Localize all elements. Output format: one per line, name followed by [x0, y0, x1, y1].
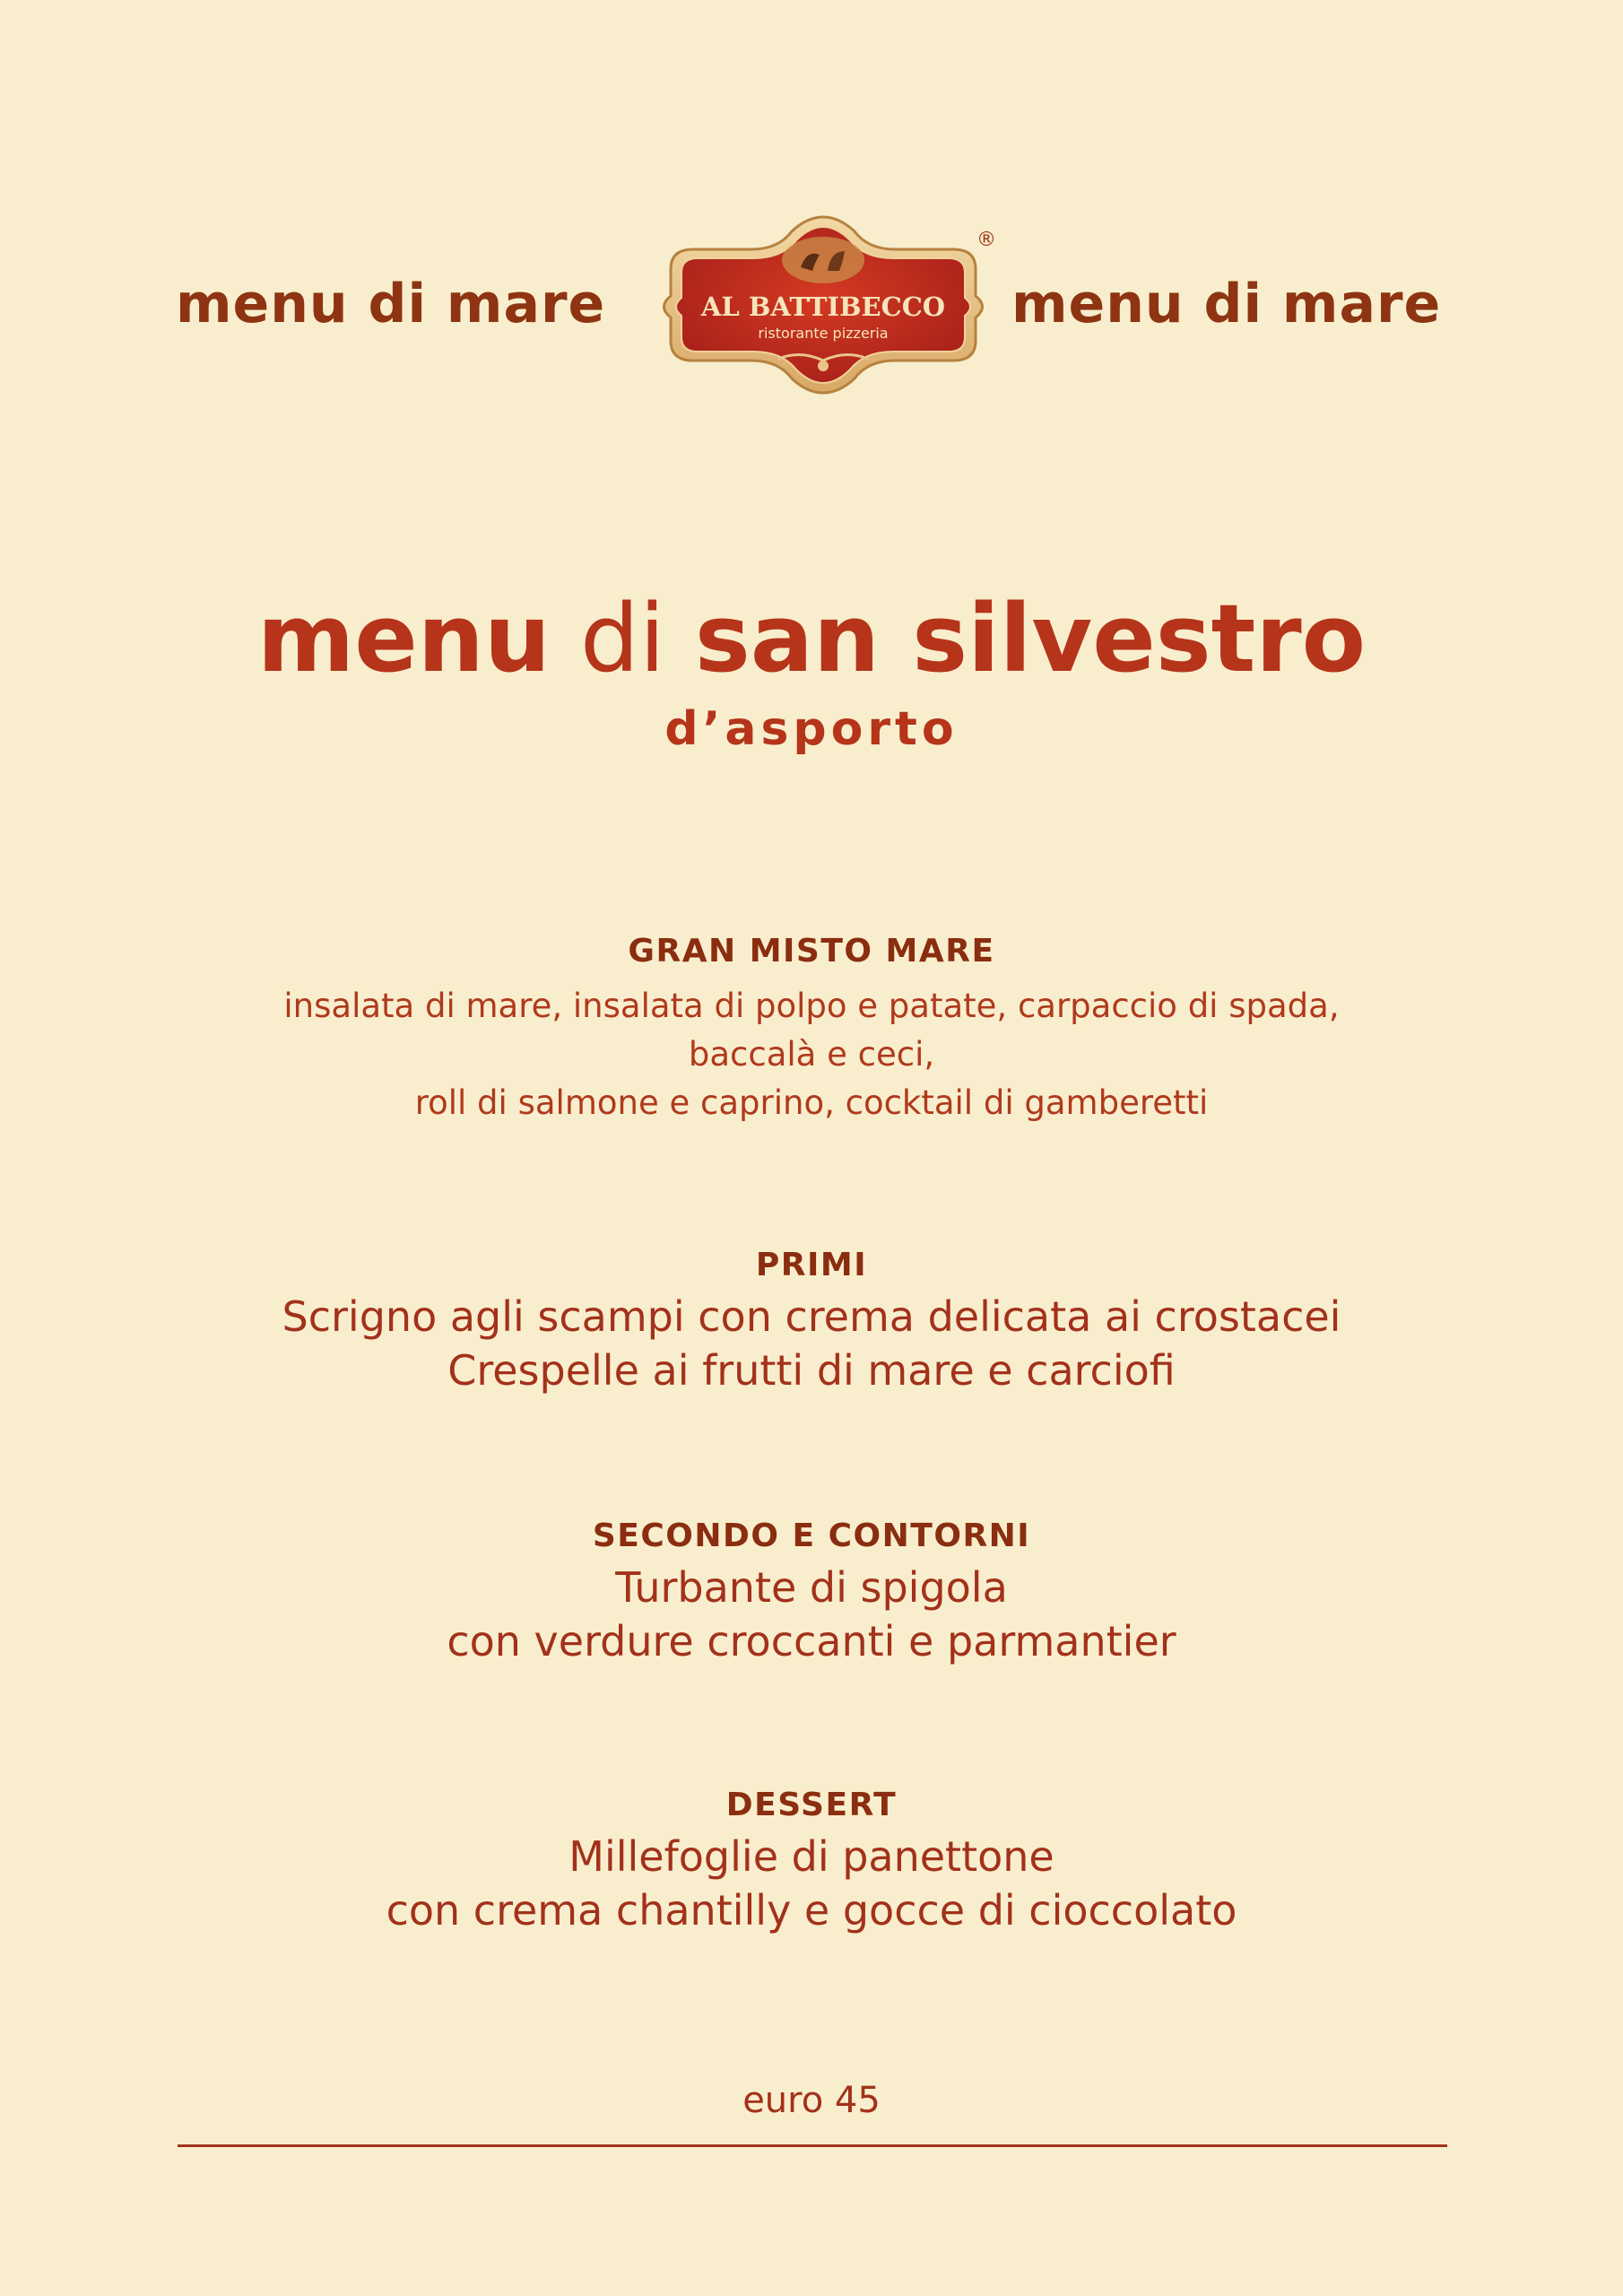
- menu-line: insalata di mare, insalata di polpo e patate, carpaccio di spada,: [283, 987, 1340, 1025]
- logo-badge-icon: [644, 215, 1002, 408]
- menu-line: con crema chantilly e gocce di cioccolato: [386, 1886, 1237, 1935]
- menu-line: roll di salmone e caprino, cocktail di gamberetti: [414, 1083, 1209, 1122]
- header-right-label: menu di mare: [1011, 273, 1442, 335]
- svg-text:®: ®: [976, 229, 996, 251]
- menu-price: euro 45: [742, 2080, 881, 2121]
- menu-title: [0, 584, 1623, 693]
- restaurant-logo: [644, 215, 1002, 408]
- title-san-silvestro: san silvestro: [694, 584, 1367, 693]
- section-primi-items: [0, 1290, 1623, 1397]
- menu-line: Crespelle ai frutti di mare e carciofi: [447, 1346, 1176, 1395]
- section-heading-primi: PRIMI: [755, 1247, 868, 1283]
- section-heading-dessert: DESSERT: [725, 1787, 898, 1823]
- svg-text:AL BATTIBECCO: AL BATTIBECCO: [700, 291, 946, 322]
- footer-divider: [178, 2144, 1447, 2147]
- section-heading-antipasto: GRAN MISTO MARE: [628, 933, 995, 970]
- title-di: di: [550, 584, 695, 693]
- menu-line: Turbante di spigola: [615, 1563, 1008, 1612]
- section-heading-secondo: SECONDO E CONTORNI: [592, 1518, 1031, 1554]
- section-antipasto-items: [0, 982, 1623, 1127]
- svg-text:ristorante pizzeria: ristorante pizzeria: [758, 325, 889, 342]
- header-left-label: menu di mare: [176, 273, 606, 335]
- menu-line: con verdure croccanti e parmantier: [447, 1617, 1176, 1665]
- menu-line: Scrigno agli scampi con crema delicata ai crostacei: [282, 1292, 1341, 1341]
- menu-subtitle: d’asporto: [664, 702, 959, 756]
- menu-line: baccalà e ceci,: [688, 1035, 935, 1074]
- title-menu: menu: [256, 584, 551, 693]
- section-secondo-items: [0, 1561, 1623, 1668]
- menu-line: Millefoglie di panettone: [568, 1832, 1055, 1881]
- section-dessert-items: [0, 1830, 1623, 1937]
